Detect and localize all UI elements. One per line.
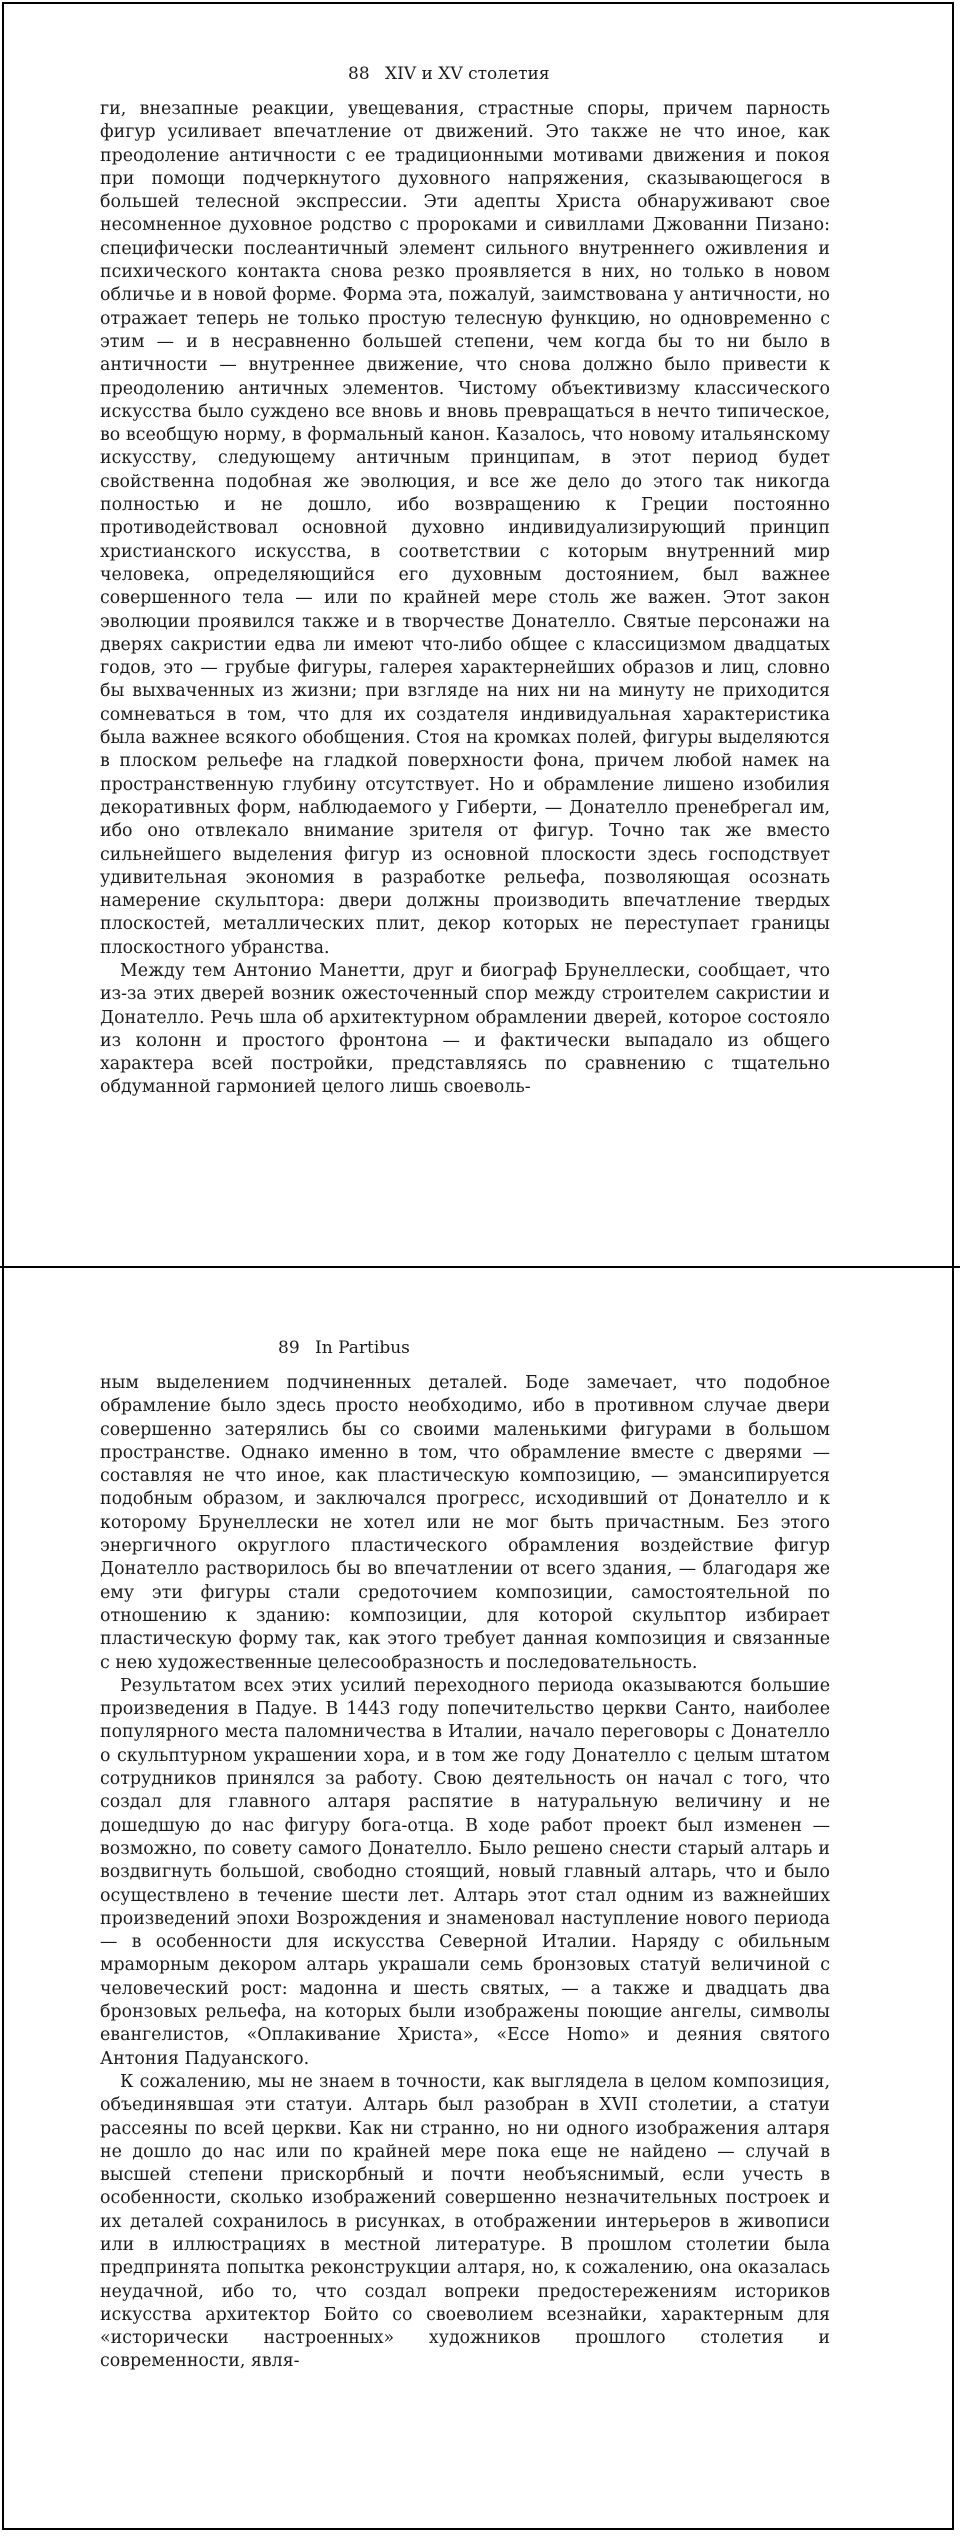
paragraph: ги, внезапные реакции, увещевания, страстные споры, причем парность фигур усиливает впечатление от движений. Это также не что иное, как преодоление античности с ее традиционными мотивами движения и покоя при помощи подчеркнутого духовного напряжения, сказывающегося в большей телесной экспрессии. Эти адепты Христа обнаруживают свое несомненное духовное родство с пророками и сивиллами Джованни Пизано: специфически послеантичный элемент сильного внутреннего оживления и психического контакта снова резко проявляется в них, но только в новом обличье и в новой форме. Форма эта, пожалуй, заимствована у античности, но отражает теперь не только простую телесную функцию, но одновременно с этим — и в несравненно большей степени, чем когда бы то ни было в античности — внутреннее движение, что снова должно было привести к преодолению античных элементов. Чистому объективизму классического искусства было суждено все вновь и вновь превращаться в нечто типическое, во всеобщую норму, в формальный канон. Казалось, что новому итальянскому искусству, следующему античным принципам, в этот период будет свойственна подобная же эволюция, и все же дело до этого так никогда полностью и не дошло, ибо возвращению к Греции постоянно противодействовал основной духовно индивидуализирующий принцип христианского искусства, в соответствии с которым внутренний мир человека, определяющийся его духовным достоянием, был важнее совершенного тела — или по крайней мере столь же важен. Этот закон эволюции проявился также и в творчестве Донателло. Святые персонажи на дверях сакристии едва ли имеют что-либо общее с классицизмом двадцатых годов, это — грубые фигуры, галерея характернейших образов и лиц, словно бы выхваченных из жизни; при взгляде на них ни на минуту не приходится сомневаться в том, что для их создателя индивидуальная характеристика была важнее всякого обобщения. Стоя на кромках полей, фигуры выделяются в плоском рельефе на гладкой поверхности фона, причем любой намек на пространственную глубину отсутствует. Но и обрамление лишено изобилия декоративных форм, наблюдаемого у Гиберти, — Донателло пренебрегал им, ибо оно отвлекало внимание зрителя от фигур. Точно так же вместо сильнейшего выделения фигур из основной плоскости здесь господствует удивительная экономия в разработке рельефа, позволяющая осознать намерение скульптора: двери должны производить впечатление твердых плоскостей, металлических плит, декор которых не переступает границы плоскостного убранства. [100, 99, 830, 958]
paragraph: Результатом всех этих усилий переходного периода оказываются большие произведения в Падуе. В 1443 году попечительство церкви Санто, наиболее популярного места паломничества в Италии, начало переговоры с Донателло о скульптурном украшении хора, и в том же году Донателло с целым штатом сотрудников принялся за работу. Свою деятельность он начал с того, что создал для главного алтаря распятие в натуральную величину и не дошедшую до нас фигуру бога-отца. В ходе работ проект был изменен — возможно, по совету самого Донателло. Было решено снести старый алтарь и воздвигнуть большой, свободно стоящий, новый главный алтарь, что и было осуществлено в течение шести лет. Алтарь этот стал одним из важнейших произведений эпохи Возрождения и знаменовал наступление нового периода — в особенности для искусства Северной Италии. Наряду с обильным мраморным декором алтарь украшали семь бронзовых статуй величиной с человеческий рост: мадонна и шесть святых, — а также и двадцать два бронзовых рельефа, на которых были изображены поющие ангелы, символы евангелистов, «Оплакивание Христа», «Ecce Homo» и деяния святого Антония Падуанского. [100, 1675, 830, 2069]
paragraph: Между тем Антонио Манетти, друг и биограф Брунеллески, сообщает, что из-за этих дверей возник ожесточенный спор между строителем сакристии и Донателло. Речь шла об архитектурном обрамлении дверей, которое состояло из колонн и простого фронтона — и фактически выпадало из общего характера всей постройки, представляясь по сравнению с тщательно обдуманной гармонией целого лишь своеволь- [100, 960, 830, 1098]
running-title: In Partibus [315, 1338, 410, 1358]
running-head [348, 64, 830, 84]
book-page-89 [100, 1338, 830, 2374]
paragraph: ным выделением подчиненных деталей. Боде замечает, что подобное обрамление было здесь просто необходимо, ибо в противном случае двери совершенно затерялись бы со своими маленькими фигурами в большом пространстве. Однако именно в том, что обрамление вместе с дверями — составляя не что иное, как пластическую композицию, — эмансипируется подобным образом, и заключался прогресс, исходивший от Донателло и к которому Брунеллески не хотел или не мог быть причастным. Без этого энергичного округлого пластического обрамления воздействие фигур Донателло растворилось бы во впечатлении от всего здания, — благодаря же ему эти фигуры стали средоточием композиции, самостоятельной по отношению к зданию: композиции, для которой скульптор избирает пластическую форму так, как этого требует данная композиция и связанные с нею художественные целесообразность и последовательность. [100, 1373, 830, 1673]
running-head [278, 1338, 830, 1358]
page-number: 88 [348, 64, 370, 84]
page-number: 89 [278, 1338, 300, 1358]
body-text [100, 98, 830, 1100]
page-separator [0, 1266, 960, 1268]
book-page-88 [100, 64, 830, 1100]
body-text [100, 1372, 830, 2374]
running-title: XIV и XV столетия [385, 64, 550, 84]
paragraph: К сожалению, мы не знаем в точности, как выглядела в целом композиция, объединявшая эти статуи. Алтарь был разобран в XVII столетии, а статуи рассеяны по всей церкви. Как ни странно, но ни одного изображения алтаря не дошло до нас или по крайней мере пока еще не найдено — случай в высшей степени прискорбный и почти необъяснимый, если учесть в особенности, сколько изображений совершенно незначительных построек и их деталей сохранилось в рисунках, в отображении интерьеров в живописи или в иллюстрациях в местной литературе. В прошлом столетии была предпринята попытка реконструкции алтаря, но, к сожалению, она оказалась неудачной, ибо то, что создал вопреки предостережениям историков искусства архитектор Бойто со своеволием всезнайки, характерным для «исторически настроенных» художников прошлого столетия и современности, явля- [100, 2071, 830, 2372]
